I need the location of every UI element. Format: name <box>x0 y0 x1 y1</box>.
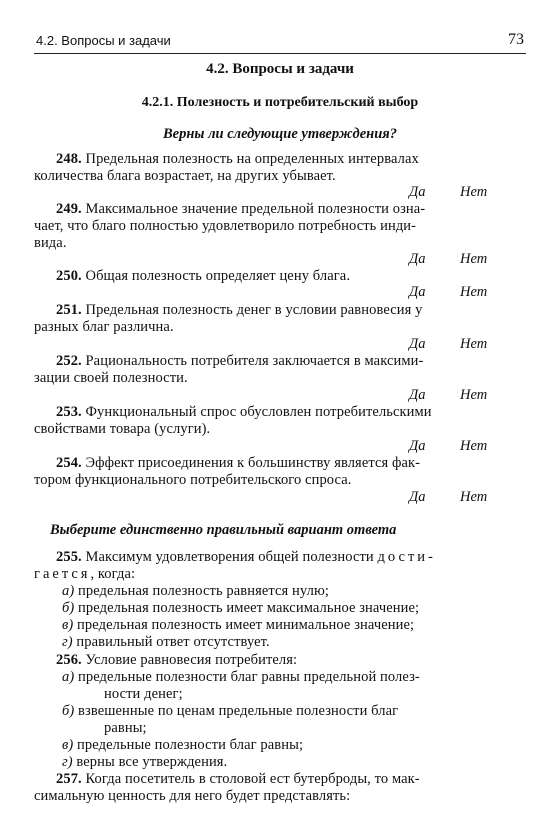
answer-no-253: Нет <box>460 438 488 454</box>
question-249-line1: 249. Максимальное значение предельной полезности озна- <box>56 201 426 217</box>
question-number: 255. <box>56 549 82 565</box>
answer-no-249: Нет <box>460 251 488 267</box>
question-number: 248. <box>56 151 82 167</box>
answer-yes-250: Да <box>409 284 426 300</box>
option-256-b-line1: б) взвешенные по ценам предельные полезности благ <box>62 703 399 719</box>
answer-no-250: Нет <box>460 284 488 300</box>
option-255-c: в) предельная полезность имеет минимальное значение; <box>62 617 415 633</box>
question-253-line1: 253. Функциональный спрос обусловлен потребительскими <box>56 404 432 420</box>
answer-yes-252: Да <box>409 387 426 403</box>
question-251-line2: разных благ различна. <box>34 319 174 335</box>
question-254-line1: 254. Эффект присоединения к большинству является фак- <box>56 455 421 471</box>
option-255-b: б) предельная полезность имеет максимальное значение; <box>62 600 420 616</box>
multiple-choice-heading: Выберите единственно правильный вариант ответа <box>50 522 397 538</box>
question-255-line2: гается, когда: <box>34 566 136 582</box>
question-255-line1: 255. Максимум удовлетворения общей полезности дости- <box>56 549 436 565</box>
question-248-line1: 248. Предельная полезность на определенных интервалах <box>56 151 419 167</box>
question-257-line2: симальную ценность для него будет представлять: <box>34 788 351 804</box>
true-false-heading: Верны ли следующие утверждения? <box>162 126 397 142</box>
question-252-line1: 252. Рациональность потребителя заключается в максими- <box>56 353 424 369</box>
question-number: 256. <box>56 652 82 668</box>
subsection-title: 4.2.1. Полезность и потребительский выбор <box>141 95 419 110</box>
question-number: 257. <box>56 771 82 787</box>
answer-no-252: Нет <box>460 387 488 403</box>
question-256-line1: 256. Условие равновесия потребителя: <box>56 652 298 668</box>
page-number: 73 <box>508 31 524 48</box>
answer-yes-253: Да <box>409 438 426 454</box>
question-number: 251. <box>56 302 82 318</box>
option-256-a-line1: а) предельные полезности благ равны предельной полез- <box>62 669 420 685</box>
question-number: 249. <box>56 201 82 217</box>
answer-no-254: Нет <box>460 489 488 505</box>
option-256-d: г) верны все утверждения. <box>62 754 228 770</box>
option-255-d: г) правильный ответ отсутствует. <box>62 634 270 650</box>
option-255-a: а) предельная полезность равняется нулю; <box>62 583 329 599</box>
answer-yes-251: Да <box>409 336 426 352</box>
option-256-b-line2: равны; <box>104 720 147 736</box>
question-number: 254. <box>56 455 82 471</box>
question-249-line3: вида. <box>34 235 67 251</box>
question-251-line1: 251. Предельная полезность денег в условии равновесия у <box>56 302 423 318</box>
question-250-line1: 250. Общая полезность определяет цену блага. <box>56 268 351 284</box>
section-title: 4.2. Вопросы и задачи <box>206 61 354 77</box>
question-254-line2: тором функционального потребительского спроса. <box>34 472 352 488</box>
question-number: 250. <box>56 268 82 284</box>
question-248-line2: количества блага возрастает, на других убывает. <box>34 168 336 184</box>
question-257-line1: 257. Когда посетитель в столовой ест бутерброды, то мак- <box>56 771 420 787</box>
answer-yes-254: Да <box>409 489 426 505</box>
running-head <box>34 31 526 54</box>
option-256-a-line2: ности денег; <box>104 686 183 702</box>
question-249-line2: чает, что благо полностью удовлетворило потребность инди- <box>34 218 417 234</box>
option-256-c: в) предельные полезности благ равны; <box>62 737 304 753</box>
question-253-line2: свойствами товара (услуги). <box>34 421 211 437</box>
question-252-line2: зации своей полезности. <box>34 370 188 386</box>
answer-yes-249: Да <box>409 251 426 267</box>
running-head-title: 4.2. Вопросы и задачи <box>36 33 171 48</box>
question-number: 252. <box>56 353 82 369</box>
answer-yes-248: Да <box>409 184 426 200</box>
answer-no-251: Нет <box>460 336 488 352</box>
question-number: 253. <box>56 404 82 420</box>
answer-no-248: Нет <box>460 184 488 200</box>
